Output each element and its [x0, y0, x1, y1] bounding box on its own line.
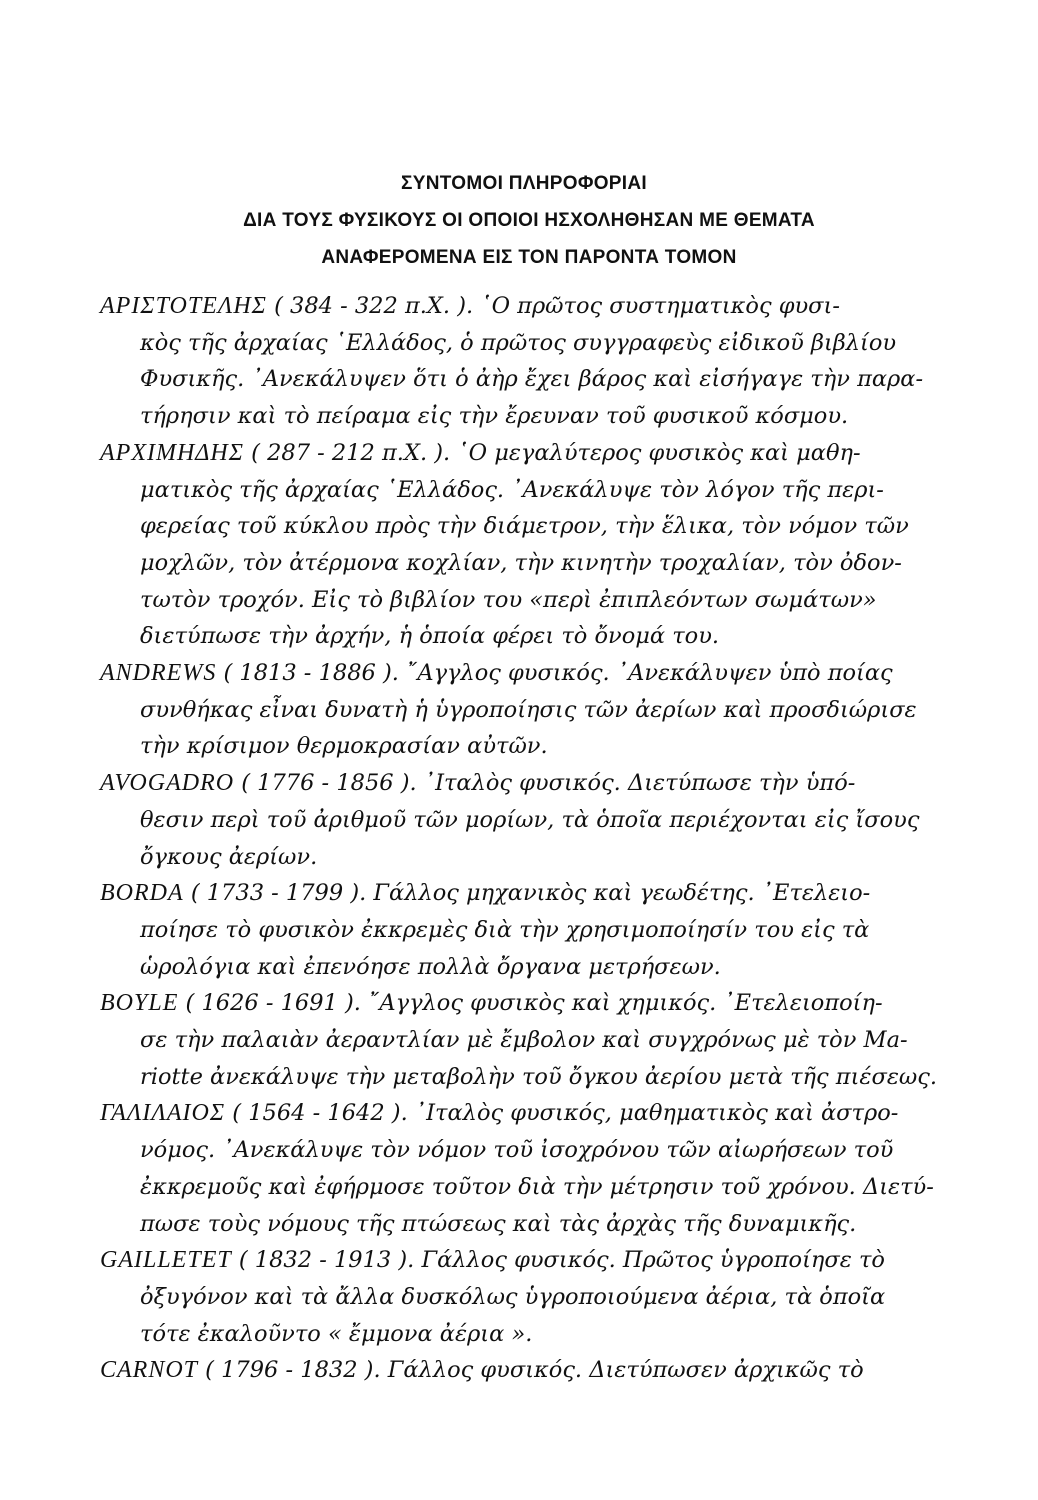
entry-borda	[100, 875, 970, 985]
entry-text-line: τὴν κρίσιμον θερμοκρασίαν αὐτῶν.	[140, 733, 548, 760]
entry-text-line: Γάλλος φυσικός. Πρῶτος ὑγροποίησε τὸ	[421, 1247, 885, 1274]
entry-text-line: ματικὸς τῆς ἀρχαίας ῾Ελλάδος. ᾿Ανεκάλυψε τὸν λόγον τῆς περι-	[140, 476, 884, 503]
entry-text-line: riotte ἀνεκάλυψε τὴν μεταβολὴν τοῦ ὄγκου ἀερίου μετὰ τῆς πιέσεως.	[140, 1063, 938, 1090]
entry-dates: ( 1832 - 1913 ).	[238, 1247, 415, 1274]
entry-carnot	[100, 1352, 970, 1389]
entry-text-line: Γάλλος φυσικός. Διετύπωσεν ἀρχικῶς τὸ	[387, 1357, 864, 1384]
entry-gailletet	[100, 1242, 970, 1352]
entry-name: BOYLE	[100, 990, 179, 1017]
entry-text-line: ὀξυγόνον καὶ τὰ ἄλλα δυσκόλως ὑγροποιούμενα ἀέρια, τὰ ὁποῖα	[140, 1283, 886, 1310]
entry-name: CARNOT	[100, 1357, 199, 1384]
entry-andrews	[100, 655, 970, 765]
entry-name: BORDA	[100, 880, 184, 907]
entry-archimedes	[100, 435, 970, 655]
entry-dates: ( 287 - 212 π.Χ. ).	[251, 439, 451, 466]
entry-text-line: ὄγκους ἀερίων.	[140, 843, 318, 870]
entry-name: GAILLETET	[100, 1247, 232, 1274]
entry-dates: ( 1564 - 1642 ).	[232, 1100, 408, 1127]
entry-text-line: συνθήκας εἶναι δυνατὴ ἡ ὑγροποίησις τῶν ἀερίων καὶ προσδιώρισε	[140, 696, 917, 723]
entry-text-line: νόμος. ᾿Ανεκάλυψε τὸν νόμον τοῦ ἰσοχρόνου τῶν αἰωρήσεων τοῦ	[140, 1137, 894, 1164]
header-line-3: ΑΝΑΦΕΡΟΜΕΝΑ ΕΙΣ ΤΟΝ ΠΑΡΟΝΤΑ ΤΟΜΟΝ	[321, 247, 737, 268]
entry-text-line: ᾿Ιταλὸς φυσικός, μαθηματικὸς καὶ ἀστρο-	[414, 1100, 899, 1127]
entry-text-line: Φυσικῆς. ᾿Ανεκάλυψεν ὅτι ὁ ἀὴρ ἔχει βάρος καὶ εἰσήγαγε τὴν παρα-	[140, 366, 924, 393]
header-line-2: ΔΙΑ ΤΟΥΣ ΦΥΣΙΚΟΥΣ ΟΙ ΟΠΟΙΟΙ ΗΣΧΟΛΗΘΗΣΑΝ ΜΕ ΘΕΜΑΤΑ	[243, 210, 815, 231]
entry-dates: ( 1776 - 1856 ).	[241, 770, 417, 797]
physicist-entries	[100, 288, 970, 1389]
entry-dates: ( 384 - 322 π.Χ. ).	[274, 293, 474, 319]
entry-dates: ( 1733 - 1799 ).	[190, 880, 367, 907]
header-line-1: ΣΥΝΤΟΜΟΙ ΠΛΗΡΟΦΟΡΙΑΙ	[401, 173, 647, 194]
entry-text-line: πωσε τοὺς νόμους τῆς πτώσεως καὶ τὰς ἀρχὰς τῆς δυναμικῆς.	[140, 1210, 857, 1237]
entry-text-line: κὸς τῆς ἀρχαίας ῾Ελλάδος, ὁ πρῶτος συγγραφεὺς εἰδικοῦ βιβλίου	[140, 329, 897, 356]
entry-text-line: ῎Αγγλος φυσικός. ᾿Ανεκάλυψεν ὑπὸ ποίας	[406, 660, 893, 687]
page-header	[0, 165, 1038, 276]
entry-name: ΑΡΧΙΜΗΔΗΣ	[100, 439, 244, 466]
entry-text-line: ᾿Ιταλὸς φυσικός. Διετύπωσε τὴν ὑπό-	[423, 770, 856, 797]
entry-text-line: τότε ἐκαλοῦντο « ἔμμονα ἀέρια ».	[140, 1320, 533, 1347]
entry-aristotle	[100, 288, 970, 435]
entry-text-line: θεσιν περὶ τοῦ ἀριθμοῦ τῶν μορίων, τὰ ὁποῖα περιέχονται εἰς ἴσους	[140, 806, 920, 833]
entry-text-line: σε τὴν παλαιὰν ἀεραντλίαν μὲ ἔμβολον καὶ συγχρόνως μὲ τὸν Ma-	[140, 1027, 908, 1054]
entry-galileo	[100, 1095, 970, 1242]
entry-name: ΑΡΙΣΤΟΤΕΛΗΣ	[100, 293, 267, 319]
entry-text-line: φερείας τοῦ κύκλου πρὸς τὴν διάμετρον, τὴν ἕλικα, τὸν νόμον τῶν	[140, 513, 909, 540]
entry-text-line: Γάλλος μηχανικὸς καὶ γεωδέτης. ᾿Ετελειο-	[373, 880, 871, 907]
entry-text-line: διετύπωσε τὴν ἀρχήν, ἡ ὁποία φέρει τὸ ὄνομά του.	[140, 623, 720, 650]
entry-name: ΓΑΛΙΛΑΙΟΣ	[100, 1100, 226, 1127]
entry-text-line: ὡρολόγια καὶ ἐπενόησε πολλὰ ὄργανα μετρήσεων.	[140, 953, 721, 980]
entry-text-line: τήρησιν καὶ τὸ πείραμα εἰς τὴν ἔρευναν τοῦ φυσικοῦ κόσμου.	[140, 403, 849, 430]
entry-text-line: τωτὸν τροχόν. Εἰς τὸ βιβλίον του «περὶ ἐπιπλεόντων σωμάτων»	[140, 586, 877, 613]
entry-text-line: ῾Ο πρῶτος συστηματικὸς φυσι-	[480, 293, 840, 319]
entry-text-line: ῎Αγγλος φυσικὸς καὶ χημικός. ᾿Ετελειοποίη-	[368, 990, 883, 1017]
entry-text-line: ῾Ο μεγαλύτερος φυσικὸς καὶ μαθη-	[457, 439, 861, 466]
entry-avogadro	[100, 765, 970, 875]
entry-dates: ( 1626 - 1691 ).	[185, 990, 361, 1017]
entry-text-line: ποίησε τὸ φυσικὸν ἐκκρεμὲς διὰ τὴν χρησιμοποίησίν του εἰς τὰ	[140, 916, 870, 943]
entry-name: AVOGADRO	[100, 770, 235, 797]
entry-text-line: μοχλῶν, τὸν ἀτέρμονα κοχλίαν, τὴν κινητὴν τροχαλίαν, τὸν ὀδον-	[140, 549, 902, 576]
entry-dates: ( 1796 - 1832 ).	[205, 1357, 381, 1384]
entry-dates: ( 1813 - 1886 ).	[223, 660, 399, 687]
entry-text-line: ἐκκρεμοῦς καὶ ἐφήρμοσε τοῦτον διὰ τὴν μέτρησιν τοῦ χρόνου. Διετύ-	[140, 1173, 934, 1200]
entry-name: ANDREWS	[100, 660, 217, 687]
entry-boyle	[100, 985, 970, 1095]
